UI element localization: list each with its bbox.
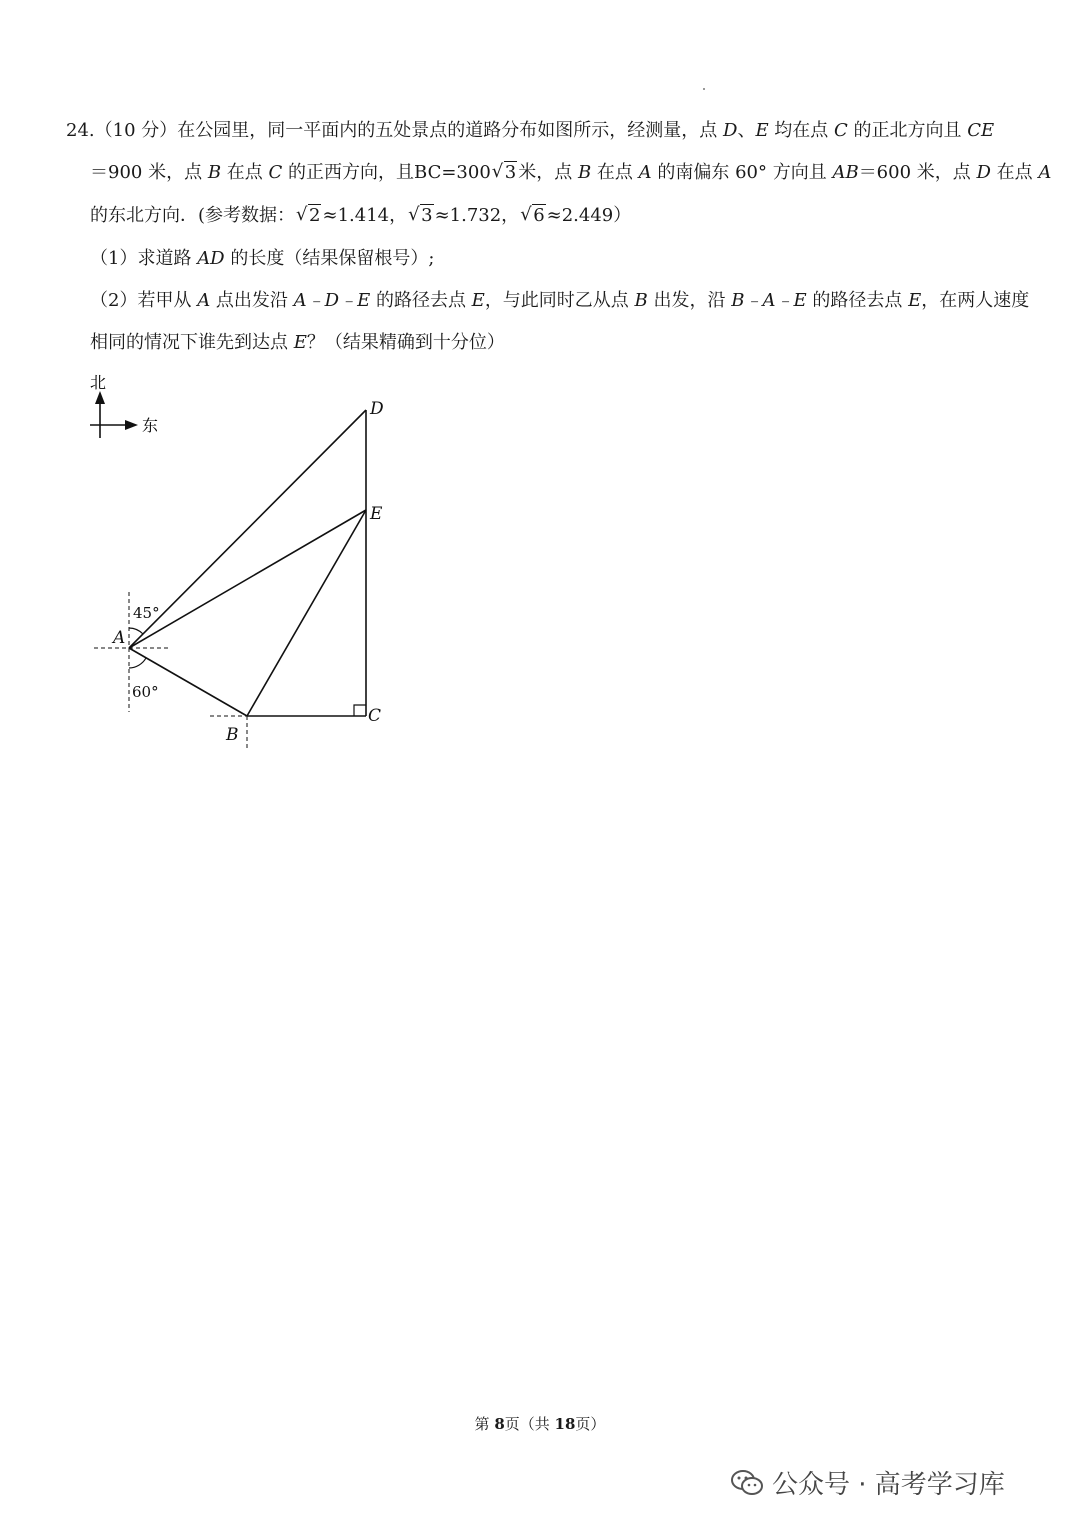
question-part-2-cont: 相同的情况下谁先到达点 E？（结果精确到十分位） (90, 332, 505, 353)
sqrt-6: √ 6 (520, 203, 545, 229)
angle-60-label: 60° (132, 683, 159, 701)
label-B: B (226, 725, 239, 745)
compass (90, 373, 158, 438)
wechat-icon (730, 1469, 764, 1497)
sqrt-3b: √ 3 (408, 203, 433, 229)
angle-45-label: 45° (133, 604, 160, 622)
page-total: 18 (554, 1415, 576, 1433)
angle-arc-60 (129, 658, 146, 668)
compass-north-label: 北 (90, 373, 107, 392)
question-line-3: 的东北方向．(参考数据：√ 2 ≈1.414，√ 3 ≈1.732，√ 6 ≈2.449） (90, 203, 631, 229)
label-A: A (113, 628, 126, 648)
page-number: 8 (494, 1415, 505, 1433)
angle-arc-45 (129, 628, 143, 634)
right-angle-mark (354, 705, 366, 716)
question-part-2: （2）若甲从 A 点出发沿 A﹣D﹣E 的路径去点 E，与此同时乙从点 B 出发，沿 B﹣A﹣E 的路径去点 E，在两人速度 (90, 290, 1030, 311)
label-E: E (370, 504, 383, 524)
label-C: C (368, 706, 382, 726)
edge-AB (129, 648, 247, 716)
question-part-1: （1）求道路 AD 的长度（结果保留根号）; (90, 248, 435, 269)
compass-east-arrow-icon (125, 420, 138, 430)
edge-AE (129, 510, 366, 648)
triangle-edges (129, 410, 366, 716)
scan-dot (703, 88, 705, 90)
question-line-1: 24.（10 分）在公园里，同一平面内的五处景点的道路分布如图所示，经测量，点 D、E 均在点 C 的正北方向且 CE (66, 120, 995, 141)
question-line-2: ＝900 米，点 B 在点 C 的正西方向，且BC=300√ 3 米，点 B 在点 A 的南偏东 60° 方向且 AB＝600 米，点 D 在点 A (90, 160, 1051, 186)
wechat-watermark (730, 1464, 1005, 1501)
page-footer: 第 8页（共 18页） (474, 1415, 606, 1433)
label-D: D (370, 399, 384, 419)
sqrt-2: √ 2 (296, 203, 321, 229)
question-number: 24. (66, 120, 95, 141)
question-points: （10 分） (94, 120, 178, 141)
watermark-text: 公众号 · 高考学习库 (772, 1470, 1005, 1500)
geometry-figure (80, 365, 420, 755)
edge-BE (247, 510, 366, 716)
edge-AD (129, 410, 366, 648)
compass-north-arrow-icon (95, 391, 105, 404)
sqrt-3: √ 3 (492, 160, 517, 186)
compass-east-label: 东 (142, 416, 159, 435)
